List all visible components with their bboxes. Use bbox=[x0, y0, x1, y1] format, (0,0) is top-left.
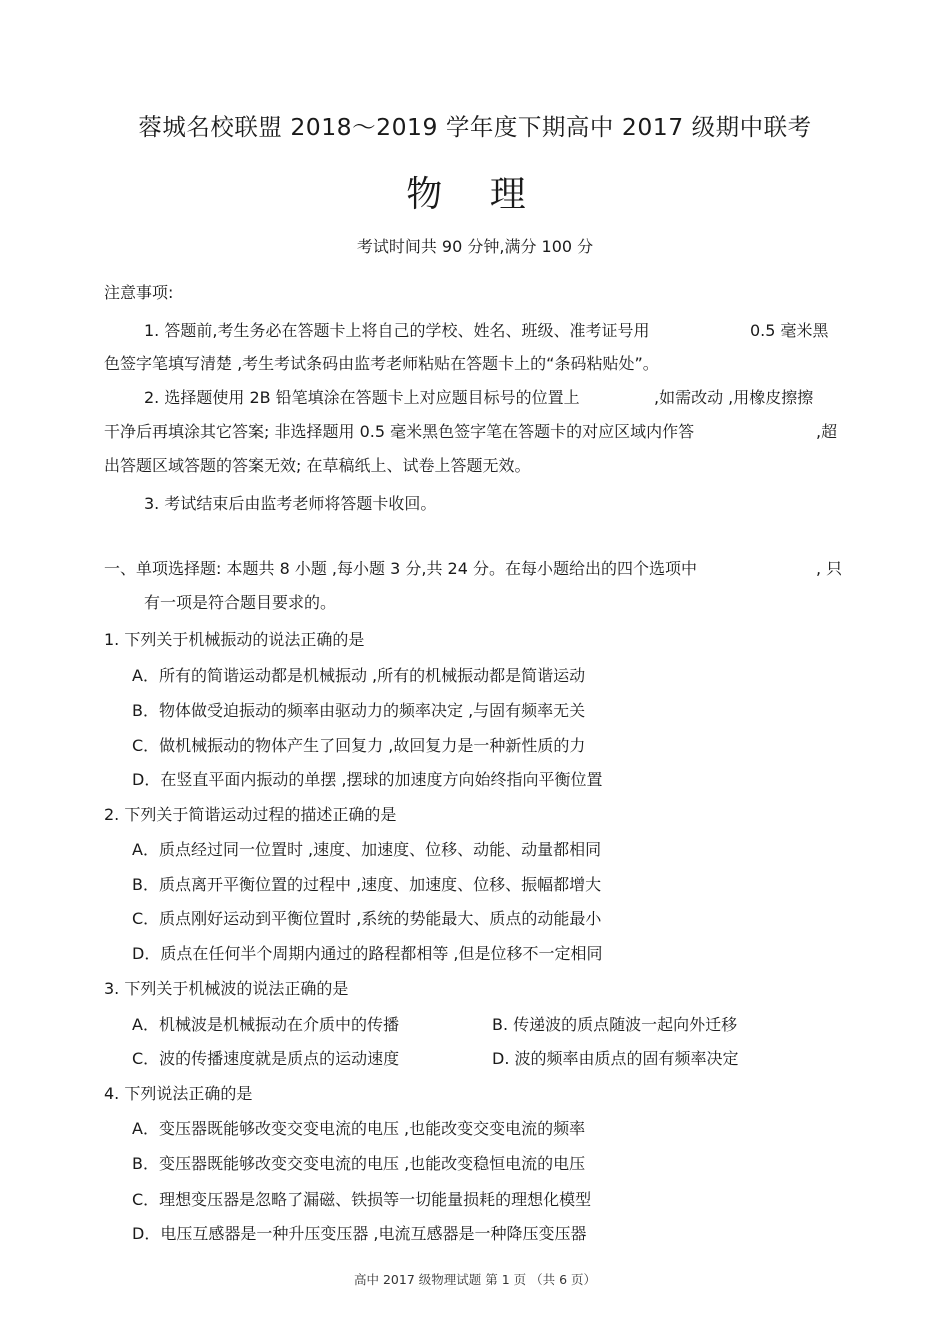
note-3: 3. 考试结束后由监考老师将答题卡收回。 bbox=[144, 494, 437, 513]
section-1-line-2: 有一项是符合题目要求的。 bbox=[144, 593, 337, 612]
note-2-line-1: 2. 选择题使用 2B 铅笔填涂在答题卡上对应题目标号的位置上 bbox=[144, 388, 580, 407]
question-2-option-c: C．质点刚好运动到平衡位置时 ,系统的势能最大、质点的动能最小 bbox=[132, 909, 602, 928]
question-3-option-a: A．机械波是机械振动在介质中的传播 bbox=[132, 1015, 399, 1034]
question-3-option-b: B. 传递波的质点随波一起向外迁移 bbox=[492, 1015, 738, 1034]
question-4-option-b: B．变压器既能够改变交变电流的电压 ,也能改变稳恒电流的电压 bbox=[132, 1154, 586, 1173]
section-1-line-1-tail: , 只 bbox=[816, 559, 843, 578]
notes-heading: 注意事项: bbox=[104, 283, 174, 302]
question-2-stem: 2. 下列关于简谐运动过程的描述正确的是 bbox=[104, 805, 397, 824]
note-2-line-2: 干净后再填涂其它答案; 非选择题用 0.5 毫米黑色签字笔在答题卡的对应区域内作答 bbox=[104, 422, 695, 441]
note-1-line-1: 1. 答题前,考生务必在答题卡上将自己的学校、姓名、班级、准考证号用 bbox=[144, 321, 650, 340]
section-1-line-1: 一、单项选择题: 本题共 8 小题 ,每小题 3 分,共 24 分。在每小题给出的四个选项中 bbox=[104, 559, 697, 578]
question-3-option-c: C．波的传播速度就是质点的运动速度 bbox=[132, 1049, 400, 1068]
question-4-option-c: C．理想变压器是忽略了漏磁、铁损等一切能量损耗的理想化模型 bbox=[132, 1190, 592, 1209]
question-1-stem: 1. 下列关于机械振动的说法正确的是 bbox=[104, 630, 365, 649]
exam-time-info: 考试时间共 90 分钟,满分 100 分 bbox=[356, 237, 594, 256]
question-4-option-d: D．电压互感器是一种升压变压器 ,电流互感器是一种降压变压器 bbox=[132, 1224, 587, 1243]
note-2-line-3: 出答题区域答题的答案无效; 在草稿纸上、试卷上答题无效。 bbox=[104, 456, 531, 475]
note-1-line-2: 色签字笔填写清楚 ,考生考试条码由监考老师粘贴在答题卡上的“条码粘贴处”。 bbox=[104, 354, 659, 373]
question-2-option-d: D．质点在任何半个周期内通过的路程都相等 ,但是位移不一定相同 bbox=[132, 944, 603, 963]
question-1-option-b: B．物体做受迫振动的频率由驱动力的频率决定 ,与固有频率无关 bbox=[132, 701, 586, 720]
note-2-line-1-tail: ,如需改动 ,用橡皮擦擦 bbox=[654, 388, 814, 407]
note-2-line-2-tail: ,超 bbox=[816, 422, 838, 441]
note-1-line-1-tail: 0.5 毫米黑 bbox=[750, 321, 829, 340]
question-3-option-d: D. 波的频率由质点的固有频率决定 bbox=[492, 1049, 739, 1068]
question-1-option-c: C．做机械振动的物体产生了回复力 ,故回复力是一种新性质的力 bbox=[132, 736, 586, 755]
question-1-option-a: A．所有的简谐运动都是机械振动 ,所有的机械振动都是简谐运动 bbox=[132, 666, 586, 685]
question-2-option-a: A．质点经过同一位置时 ,速度、加速度、位移、动能、动量都相同 bbox=[132, 840, 602, 859]
question-4-stem: 4. 下列说法正确的是 bbox=[104, 1084, 253, 1103]
question-4-option-a: A．变压器既能够改变交变电流的电压 ,也能改变交变电流的频率 bbox=[132, 1119, 586, 1138]
exam-header-title: 蓉城名校联盟 2018～2019 学年度下期高中 2017 级期中联考 bbox=[138, 113, 812, 141]
question-1-option-d: D．在竖直平面内振动的单摆 ,摆球的加速度方向始终指向平衡位置 bbox=[132, 770, 603, 789]
question-3-stem: 3. 下列关于机械波的说法正确的是 bbox=[104, 979, 349, 998]
page-footer: 高中 2017 级物理试题 第 1 页 （共 6 页） bbox=[353, 1272, 596, 1287]
subject-title: 物 理 bbox=[406, 174, 544, 215]
question-2-option-b: B．质点离开平衡位置的过程中 ,速度、加速度、位移、振幅都增大 bbox=[132, 875, 602, 894]
